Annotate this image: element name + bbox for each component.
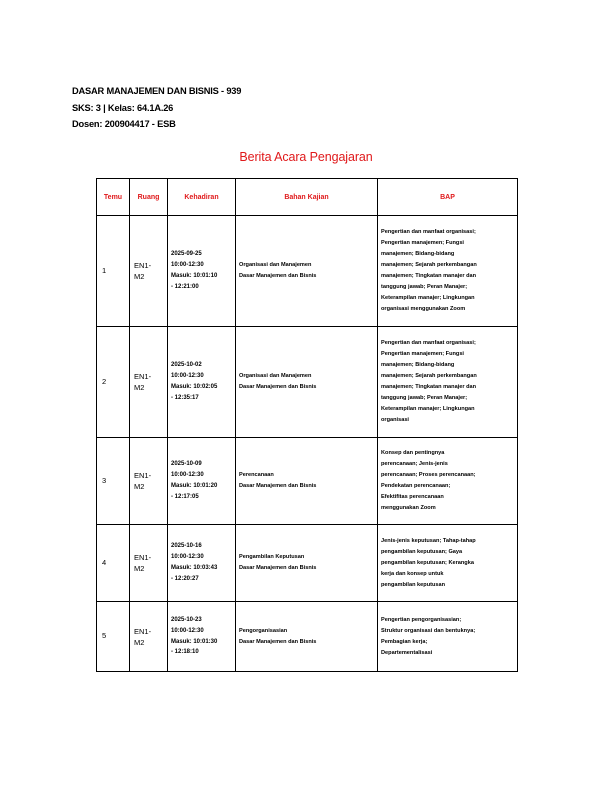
cell-ruang: EN1- M2	[130, 525, 168, 602]
cell-temu: 5	[97, 602, 130, 672]
cell-kehadiran: 2025-09-25 10:00-12:30 Masuk: 10:01:10 - 12:21:00	[168, 216, 236, 327]
cell-bap: Konsep dan pentingnya perencanaan; Jenis-jenis perencanaan; Proses perencanaan; Pendekatan perencanaan; Efektifitas perencanaan menggunakan Zoom	[378, 438, 518, 525]
cell-bap: Jenis-jenis keputusan; Tahap-tahap pengambilan keputusan; Gaya pengambilan keputusan; Kerangka kerja dan konsep untuk pengambilan keputusan	[378, 525, 518, 602]
cell-bahan-kajian: Pengambilan Keputusan Dasar Manajemen dan Bisnis	[236, 525, 378, 602]
cell-temu: 3	[97, 438, 130, 525]
cell-kehadiran: 2025-10-09 10:00-12:30 Masuk: 10:01:20 - 12:17:05	[168, 438, 236, 525]
table-row	[97, 327, 518, 438]
column-header-bap: BAP	[378, 179, 518, 216]
cell-temu: 1	[97, 216, 130, 327]
sks-kelas-info: SKS: 3 | Kelas: 64.1A.26	[72, 102, 174, 113]
cell-kehadiran: 2025-10-23 10:00-12:30 Masuk: 10:01:30 - 12:18:10	[168, 602, 236, 672]
course-title: DASAR MANAJEMEN DAN BISNIS - 939	[72, 86, 242, 96]
page-title: Berita Acara Pengajaran	[239, 150, 373, 164]
dosen-info: Dosen: 200904417 - ESB	[72, 119, 176, 129]
cell-ruang: EN1- M2	[130, 602, 168, 672]
cell-ruang: EN1- M2	[130, 216, 168, 327]
cell-kehadiran: 2025-10-16 10:00-12:30 Masuk: 10:03:43 - 12:20:27	[168, 525, 236, 602]
cell-bap: Pengertian pengorganisasian; Struktur organisasi dan bentuknya; Pembagian kerja; Departementalisasi	[378, 602, 518, 672]
cell-ruang: EN1- M2	[130, 438, 168, 525]
document-header	[72, 83, 241, 133]
cell-ruang: EN1- M2	[130, 327, 168, 438]
table-row	[97, 438, 518, 525]
column-header-bahan-kajian: Bahan Kajian	[236, 179, 378, 216]
cell-temu: 4	[97, 525, 130, 602]
cell-bap: Pengertian dan manfaat organisasi; Pengertian manajemen; Fungsi manajemen; Bidang-bidang manajemen; Sejarah perkembangan manajemen; Tingkatan manajer dan tanggung jawab; Peran Manajer; Keterampilan manajer; Lingkungan organisasi menggunakan Zoom	[378, 216, 518, 327]
cell-bahan-kajian: Perencanaan Dasar Manajemen dan Bisnis	[236, 438, 378, 525]
table-row	[97, 602, 518, 672]
cell-temu: 2	[97, 327, 130, 438]
table-header-row	[97, 179, 518, 216]
cell-bahan-kajian: Pengorganisasian Dasar Manajemen dan Bisnis	[236, 602, 378, 672]
cell-bahan-kajian: Organisasi dan Manajemen Dasar Manajemen dan Bisnis	[236, 327, 378, 438]
bap-table	[96, 178, 518, 672]
cell-bap: Pengertian dan manfaat organisasi; Pengertian manajemen; Fungsi manajemen; Bidang-bidang manajemen; Sejarah perkembangan manajemen; Tingkatan manajer dan tanggung jawab; Peran Manajer; Keterampilan manajer; Lingkungan organisasi	[378, 327, 518, 438]
cell-kehadiran: 2025-10-02 10:00-12:30 Masuk: 10:02:05 - 12:35:17	[168, 327, 236, 438]
table-row	[97, 525, 518, 602]
column-header-temu: Temu	[97, 179, 130, 216]
table-row	[97, 216, 518, 327]
cell-bahan-kajian: Organisasi dan Manajemen Dasar Manajemen dan Bisnis	[236, 216, 378, 327]
column-header-kehadiran: Kehadiran	[168, 179, 236, 216]
column-header-ruang: Ruang	[130, 179, 168, 216]
